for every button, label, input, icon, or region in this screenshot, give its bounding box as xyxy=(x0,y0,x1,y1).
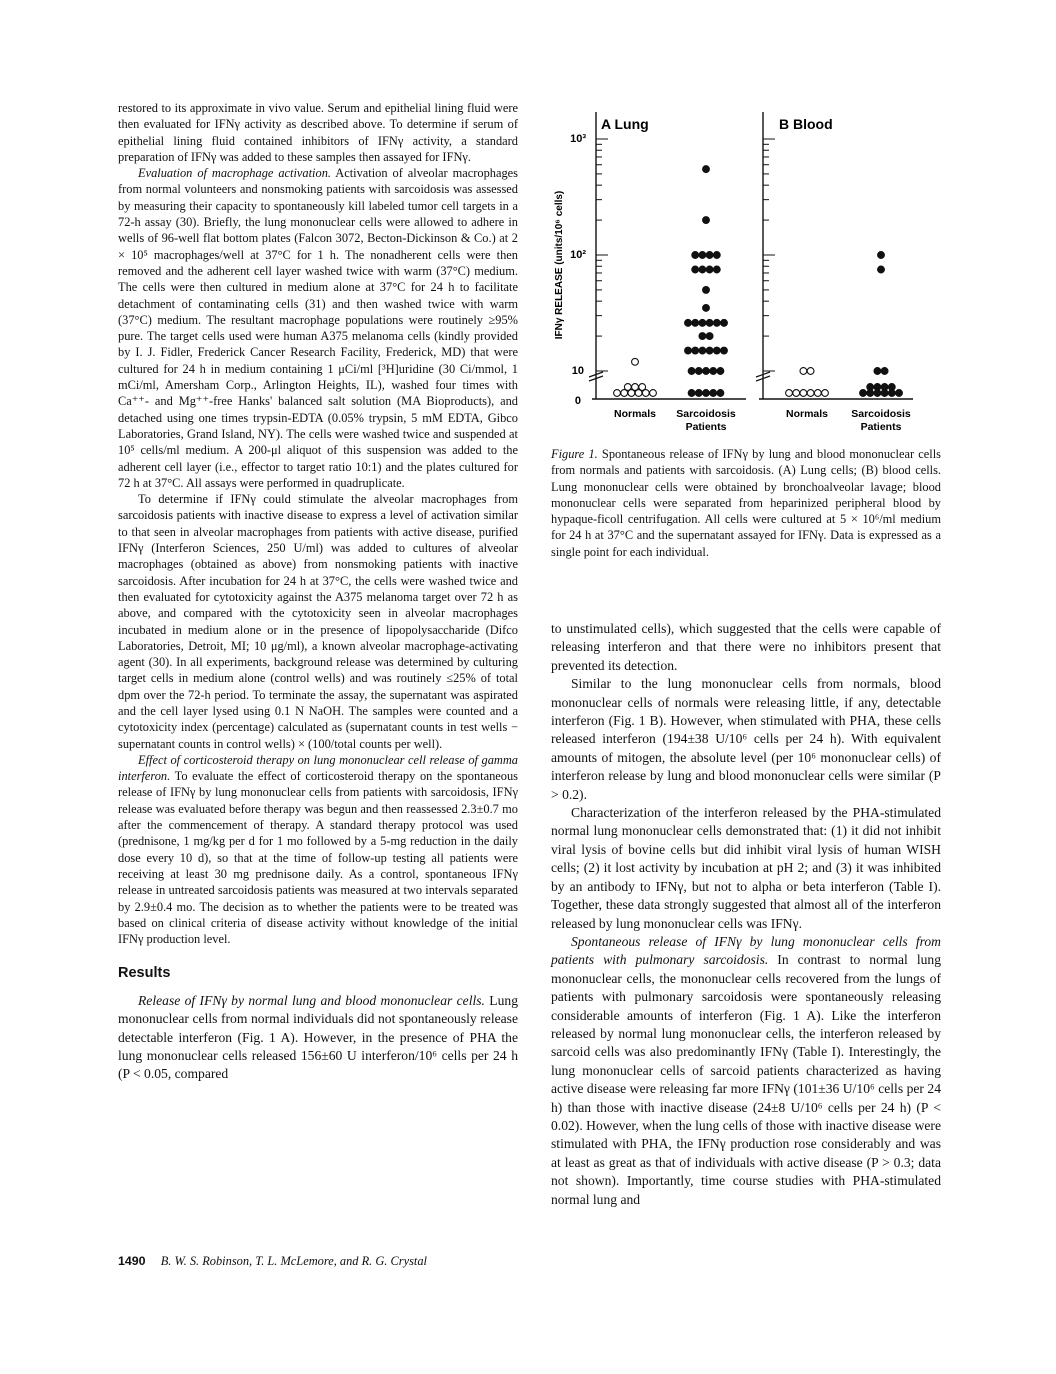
paragraph: restored to its approximate in vivo value. Serum and epithelial lining fluid were then evaluated for IFNγ activity as described above. To determine if serum of epithelial lining fluid contained inhibitors of IFNγ activity, a standard preparation of IFNγ was added to these samples then assayed for IFNγ. xyxy=(118,101,518,164)
data-point-filled xyxy=(878,266,885,273)
panel-a-title: A Lung xyxy=(601,116,649,132)
paragraph xyxy=(118,165,518,491)
running-authors: B. W. S. Robinson, T. L. McLemore, and R. G. Crystal xyxy=(160,1254,427,1268)
data-point-filled xyxy=(699,252,706,259)
figure-1-chart xyxy=(551,100,941,445)
data-point-filled xyxy=(706,333,713,340)
paragraph: to unstimulated cells), which suggested that the cells were capable of releasing interferon and that there were no inhibitors present that prevented its detection. xyxy=(551,621,941,673)
paragraph-text: Activation of alveolar macrophages from normal volunteers and nonsmoking patients with sarcoidosis was assessed by measuring their capacity to spontaneously kill labeled tumor cell targets in a 72-h assay (30). Briefly, the lung mononuclear cells were allowed to adhere in wells of 96-well flat bottom plates (Falcon 3072, Becton-Dickinson & Co.) at 2 × 10⁵ macrophages/well at 37°C for 1 h. The nonadherent cells were then removed and the adherent cell layer washed twice with warm (37°C) medium. The cells were then cultured in medium alone at 37°C for 24 h to facilitate detachment of contaminating cells (31) and then washed twice with warm (37°C) medium. The resultant macrophage populations were routinely ≥95% pure. The target cells used were human A375 melanoma cells (kindly provided by I. J. Fidler, Frederick Cancer Research Facility, Frederick, MD) that were cultured for 24 h in medium containing 1 μCi/ml [³H]uridine (30 Ci/mmol, 1 mCi/ml, Amersham Corp., Arlington Heights, IL), washed four times with Ca⁺⁺- and Mg⁺⁺-free Hanks' balanced salt solution (MA Bioproducts), and detached using one times trypsin-EDTA (0.05% trypsin, 5 mM EDTA, Gibco Laboratories, Grand Island, NY). The cells were washed twice and suspended at 10⁵ cells/ml medium. A 200-μl aliquot of this suspension was added to the adherent cell layer (i.e., effector to target ratio 10:1) and the plates cultured for 72 h at 37°C. All assays were performed in quadruplicate. xyxy=(118,166,518,490)
data-point-filled xyxy=(881,384,888,391)
data-point-filled xyxy=(699,266,706,273)
data-point-filled xyxy=(688,390,695,397)
data-point-filled xyxy=(699,319,706,326)
paragraph-text: In contrast to normal lung mononuclear cells, the mononuclear cells recovered from the lungs of patients with pulmonary sarcoidosis were spontaneously releasing considerable amounts of interferon (Fig. 1 A). Like the interferon released by normal lung mononuclear cells, the interferon released by sarcoid cells was also predominantly IFNγ (Table I). Interestingly, the lung mononuclear cells of sarcoid patients characterized as having active disease were releasing far more IFNγ (101±36 U/10⁶ cells per 24 h) than those with inactive disease (24±8 U/10⁶ cells per 24 h) (P < 0.02). However, when the lung cells of those with inactive disease were stimulated with PHA, the IFNγ production rose considerably and was at least as great as that of individuals with active disease (P > 0.3; data not shown). Importantly, time course studies with PHA-stimulated normal lung and xyxy=(551,952,942,1207)
data-point-filled xyxy=(710,390,717,397)
x-label-normals-a: Normals xyxy=(613,408,657,420)
data-point-open xyxy=(800,390,807,397)
y-tick-label: 10³ xyxy=(570,133,586,145)
page-footer xyxy=(118,1254,427,1269)
data-point-filled xyxy=(706,252,713,259)
panel-b-title: B Blood xyxy=(779,116,833,132)
paragraph-text: To evaluate the effect of corticosteroid therapy on the spontaneous release of IFNγ by lung mononuclear cells from patients with sarcoidosis, IFNγ release was evaluated before therapy was begun and then reassessed 2.3±0.7 mo after the commencement of therapy. A standard therapy protocol was used (prednisone, 1 mg/kg per d for 1 mo followed by a 5-mg reduction in the daily dose every 10 d), so that at the time of follow-up testing all patients were receiving at least 30 mg prednisone daily. As a control, spontaneous IFNγ release in untreated sarcoidosis patients was measured at two intervals separated by 2.9±0.4 mo. The decision as to whether the patients were to be treated was based on clinical criteria of disease activity without knowledge of the initial IFNγ production level. xyxy=(118,769,518,947)
left-column xyxy=(118,100,518,1084)
section-heading: Evaluation of macrophage activation. xyxy=(138,166,331,181)
data-point-filled xyxy=(874,384,881,391)
x-label-patients-a: Patients xyxy=(685,421,727,433)
data-point-filled xyxy=(881,368,888,375)
data-point-open xyxy=(800,368,807,375)
data-point-filled xyxy=(695,390,702,397)
data-point-filled xyxy=(685,319,692,326)
chart-axes xyxy=(589,112,913,399)
data-point-filled xyxy=(703,287,710,294)
section-heading: Effect of corticosteroid therapy on lung mononuclear cell release of gamma interferon. xyxy=(118,752,518,784)
data-point-filled xyxy=(703,390,710,397)
data-point-filled xyxy=(685,347,692,354)
results-heading: Results xyxy=(118,965,171,982)
data-point-filled xyxy=(896,390,903,397)
data-point-filled xyxy=(717,368,724,375)
data-point-open xyxy=(793,390,800,397)
data-point-filled xyxy=(692,347,699,354)
data-point-filled xyxy=(695,368,702,375)
data-point-filled xyxy=(717,390,724,397)
data-point-filled xyxy=(703,368,710,375)
section-heading: Spontaneous release of IFNγ by lung mononuclear cells from patients with pulmonary sarcoidosis. xyxy=(551,933,941,968)
data-point-open xyxy=(650,390,657,397)
y-tick-label: 10² xyxy=(570,249,586,261)
data-point-open xyxy=(807,390,814,397)
data-point-filled xyxy=(692,319,699,326)
chart-labels xyxy=(554,116,911,433)
data-point-filled xyxy=(710,368,717,375)
data-point-open xyxy=(632,384,639,391)
data-point-open xyxy=(822,390,829,397)
data-point-filled xyxy=(706,319,713,326)
x-label-patients-b: Patients xyxy=(860,421,902,433)
data-point-filled xyxy=(867,384,874,391)
data-point-filled xyxy=(860,390,867,397)
paragraph: To determine if IFNγ could stimulate the alveolar macrophages from sarcoidosis patients with inactive disease to express a level of activation similar to that seen in alveolar macrophages from patients with active disease, purified IFNγ (Interferon Sciences, 250 U/ml) was added to cultures of alveolar macrophages (obtained as above) from nonsmoking patients with inactive sarcoidosis. After incubation for 24 h at 37°C, the cells were washed twice and then evaluated for cytotoxicity against the A375 melanoma target over 72 h as above, and compared with the cytotoxicity seen in alveolar macrophages incubated in medium alone or in the presence of lipopolysaccharide (Difco Laboratories, Detroit, MI; 10 μg/ml), a known alveolar macrophage-activating agent (30). In all experiments, background release was determined by culturing target cells in medium alone (control wells) and was routinely ≤25% of total dpm over the 72-h period. To terminate the assay, the supernatant was aspirated and the cell layer lysed using 0.1 N NaOH. The samples were counted and a cytotoxicity index (percentage) calculated as (supernatant counts in test wells − supernatant counts in control wells) × (100/total counts per well). xyxy=(118,492,518,751)
paragraph: Similar to the lung mononuclear cells from normals, blood mononuclear cells of normals were releasing little, if any, detectable interferon (Fig. 1 B). However, when stimulated with PHA, these cells released interferon (194±38 U/10⁶ cells per 24 h). With equivalent amounts of mitogen, the absolute level (per 10⁶ mononuclear cells) of interferon release by lung and blood mononuclear cells were similar (P > 0.2). xyxy=(551,676,941,802)
right-column xyxy=(551,620,941,1209)
data-point-filled xyxy=(688,368,695,375)
data-point-open xyxy=(614,390,621,397)
data-point-filled xyxy=(692,266,699,273)
caption-text: Spontaneous release of IFNγ by lung and blood mononuclear cells from normals and patients with sarcoidosis. (A) Lung cells; (B) blood cells. Lung mononuclear cells were obtained by bronchoalveolar lavage; blood mononuclear cells were separated from heparinized peripheral blood by hypaque-ficoll centrifugation. All cells were cultured at 5 × 10⁶/ml medium for 24 h at 37°C and the supernatant assayed for IFNγ. Data is expressed as a single point for each individual. xyxy=(551,447,941,559)
data-point-filled xyxy=(706,347,713,354)
page-number: 1490 xyxy=(118,1254,146,1268)
data-point-open xyxy=(639,384,646,391)
data-point-filled xyxy=(878,252,885,259)
data-point-filled xyxy=(692,252,699,259)
paragraph: Characterization of the interferon released by the PHA-stimulated normal lung mononuclear cells demonstrated that: (1) it did not inhibit viral lysis of bovine cells but did inhibit viral lysis of human WISH cells; (2) it lost activity by incubation at pH 2; and (3) it was inhibited by an antibody to IFNγ, but not to alpha or beta interferon (Table I). Together, these data strongly suggested that almost all of the interferon released by lung mononuclear cells was IFNγ. xyxy=(551,805,941,931)
data-point-filled xyxy=(888,384,895,391)
data-point-filled xyxy=(874,368,881,375)
data-point-filled xyxy=(721,319,728,326)
paragraph xyxy=(551,933,941,1209)
data-point-filled xyxy=(713,347,720,354)
y-axis-label: IFNγ RELEASE (units/10⁶ cells) xyxy=(554,190,565,340)
data-point-filled xyxy=(713,252,720,259)
x-label-normals-b: Normals xyxy=(785,408,829,420)
data-point-filled xyxy=(699,347,706,354)
data-point-filled xyxy=(703,166,710,173)
chart-points xyxy=(614,166,903,397)
x-label-sarcoid-b: Sarcoidosis xyxy=(851,408,911,420)
figure-label: Figure 1. xyxy=(551,447,598,461)
data-point-filled xyxy=(699,333,706,340)
paragraph-text: Lung mononuclear cells from normal individuals did not spontaneously release detectable interferon (Fig. 1 A). However, in the presence of PHA the lung mononuclear cells released 156±60 U interferon/10⁶ cells per 24 h (P < 0.05, compared xyxy=(118,992,519,1082)
x-label-sarcoid-a: Sarcoidosis xyxy=(676,408,736,420)
data-point-filled xyxy=(713,266,720,273)
data-point-filled xyxy=(713,319,720,326)
data-point-open xyxy=(624,384,631,391)
data-point-filled xyxy=(703,304,710,311)
data-point-open xyxy=(807,368,814,375)
figure-caption xyxy=(551,446,941,560)
data-point-open xyxy=(814,390,821,397)
y-tick-label: 0 xyxy=(574,395,581,407)
data-point-filled xyxy=(703,217,710,224)
data-point-open xyxy=(632,358,639,365)
data-point-filled xyxy=(721,347,728,354)
data-point-filled xyxy=(706,266,713,273)
paragraph xyxy=(118,752,518,948)
data-point-open xyxy=(786,390,793,397)
section-heading: Release of IFNγ by normal lung and blood mononuclear cells. xyxy=(138,992,485,1008)
paragraph xyxy=(118,992,518,1084)
y-tick-label: 10 xyxy=(571,365,584,377)
